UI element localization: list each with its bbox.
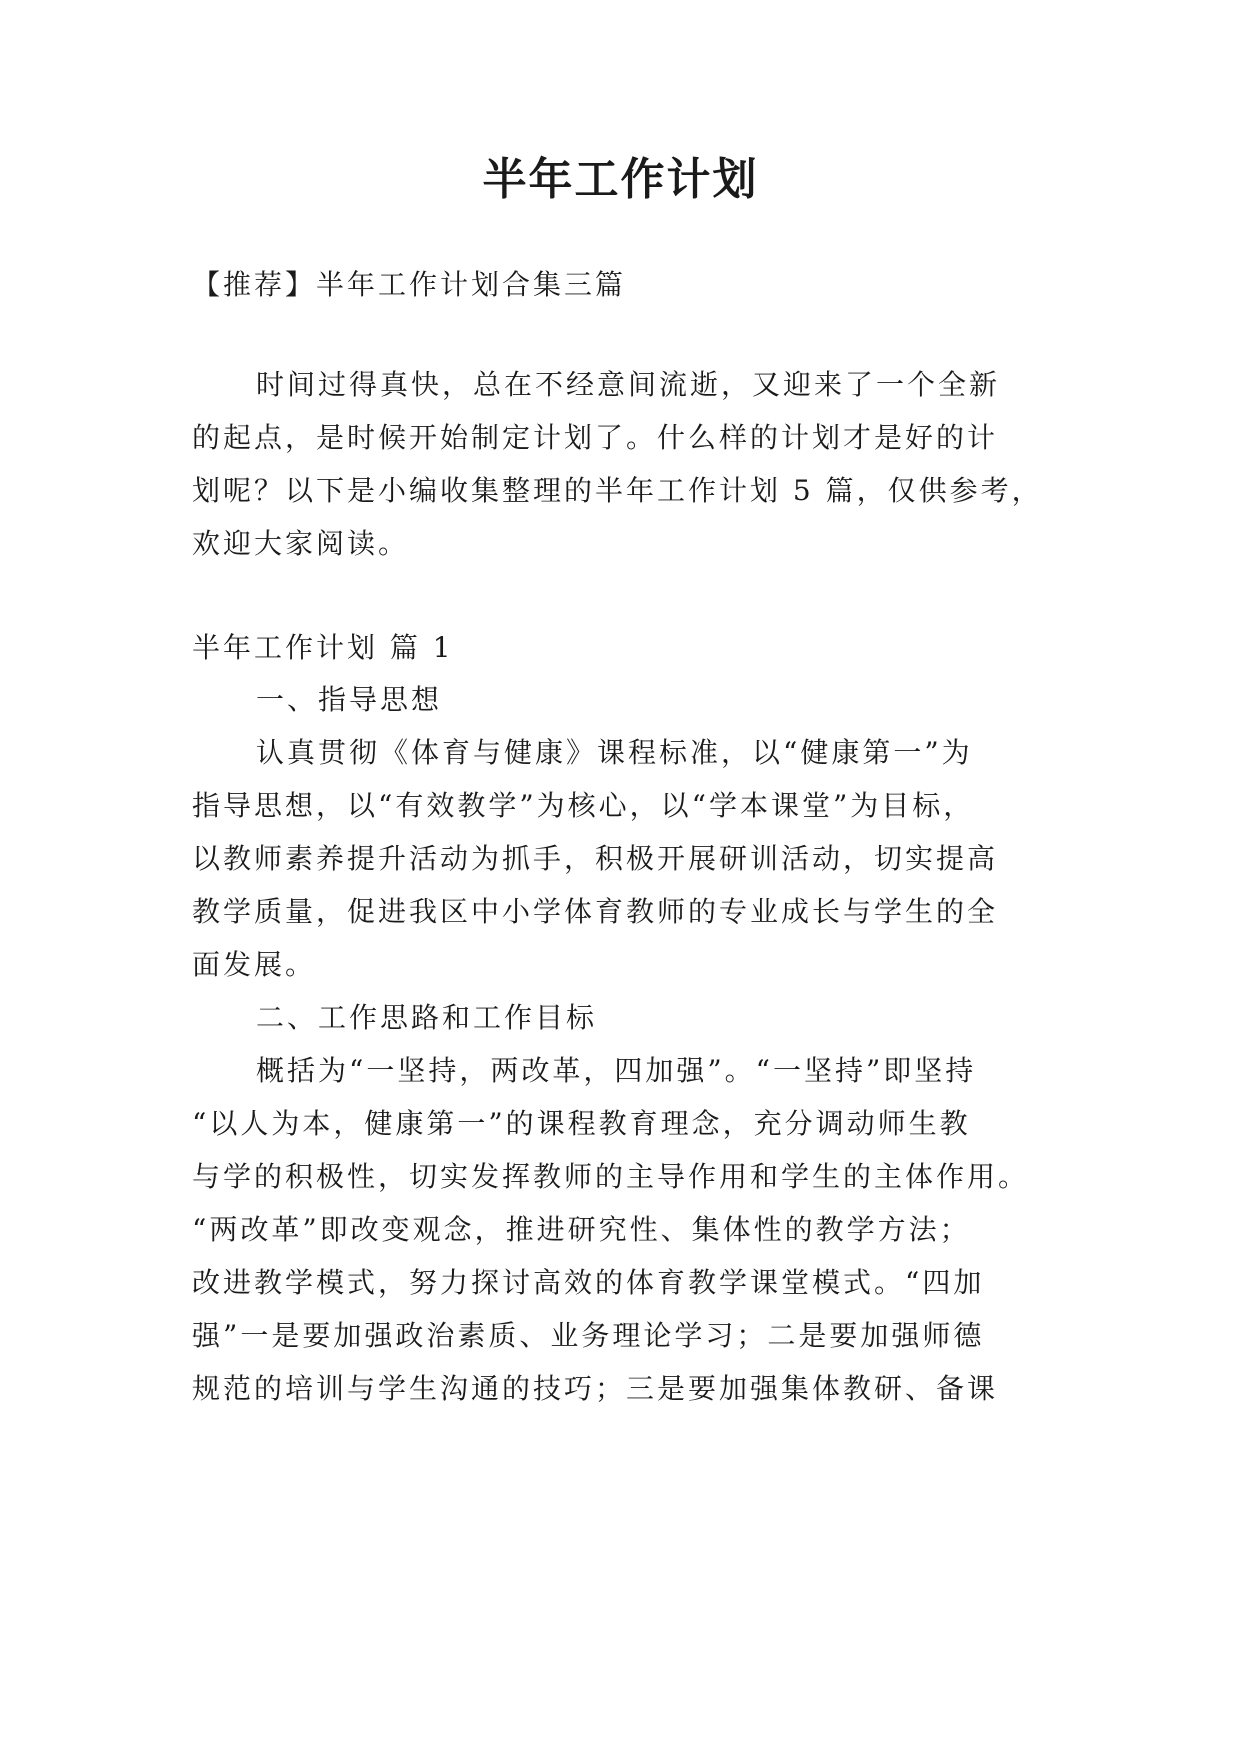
paragraph-line: 改进教学模式，努力探讨高效的体育教学课堂模式。“四加 (192, 1266, 985, 1299)
intro-line: 的起点，是时候开始制定计划了。什么样的计划才是好的计 (192, 421, 999, 454)
paragraph-line: 教学质量，促进我区中小学体育教师的专业成长与学生的全 (192, 895, 999, 928)
paragraph-line: “以人为本，健康第一”的课程教育理念，充分调动师生教 (192, 1107, 971, 1140)
paragraph-line: 强”一是要加强政治素质、业务理论学习；二是要加强师德 (192, 1319, 985, 1352)
paragraph-line: “两改革”即改变观念，推进研究性、集体性的教学方法； (192, 1213, 971, 1246)
intro-line: 时间过得真快，总在不经意间流逝，又迎来了一个全新 (256, 368, 1001, 401)
paragraph-line: 以教师素养提升活动为抓手，积极开展研训活动，切实提高 (192, 842, 999, 875)
paragraph-line: 指导思想，以“有效教学”为核心，以“学本课堂”为目标， (192, 789, 975, 822)
paragraph-line: 面发展。 (192, 948, 317, 981)
document-subtitle: 【推荐】半年工作计划合集三篇 (192, 268, 627, 301)
paragraph-line: 认真贯彻《体育与健康》课程标准，以“健康第一”为 (256, 736, 973, 769)
paragraph-line: 规范的培训与学生沟通的技巧；三是要加强集体教研、备课 (192, 1372, 999, 1405)
heading-guiding-ideology: 一、指导思想 (256, 683, 443, 716)
paragraph-line: 概括为“一坚持，两改革，四加强”。“一坚持”即坚持 (256, 1054, 977, 1087)
intro-line: 划呢？以下是小编收集整理的半年工作计划 5 篇，仅供参考， (192, 474, 1043, 507)
intro-line: 欢迎大家阅读。 (192, 527, 410, 560)
paragraph-line: 与学的积极性，切实发挥教师的主导作用和学生的主体作用。 (192, 1160, 1030, 1193)
document-title: 半年工作计划 (482, 154, 759, 205)
section-heading: 半年工作计划 篇 1 (192, 631, 454, 664)
heading-work-goals: 二、工作思路和工作目标 (256, 1001, 598, 1034)
